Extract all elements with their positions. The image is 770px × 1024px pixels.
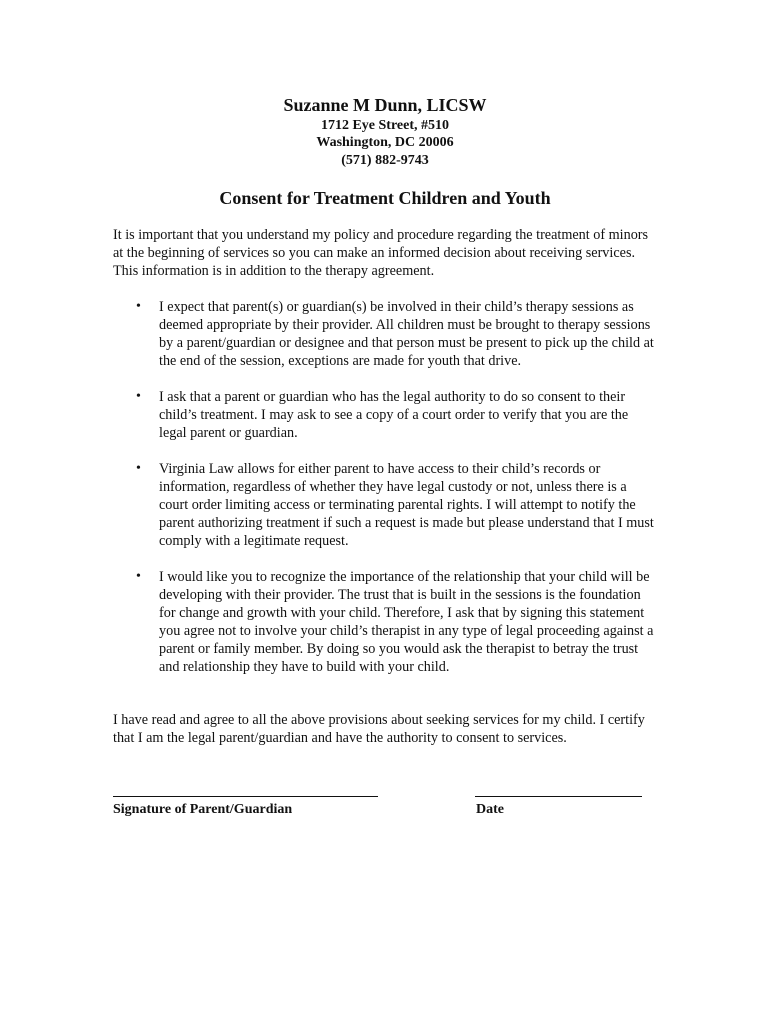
bullet-icon: • xyxy=(136,389,141,404)
bullet-icon: • xyxy=(136,569,141,584)
policy-item-legal-consent xyxy=(113,388,658,442)
parent-signature-line[interactable] xyxy=(113,796,378,797)
policy-item-records-access xyxy=(113,460,658,550)
parent-signature-label: Signature of Parent/Guardian xyxy=(113,802,293,817)
bullet-icon: • xyxy=(136,461,141,476)
policy-item-text: I expect that parent(s) or guardian(s) be involved in their child’s therapy sessions as deemed appropriate by their provider. All children must be brought to therapy sessions by a parent/guardian or designee and that person must be present to pick up the child at the end of the session, exceptions are made for youth that drive. xyxy=(159,299,654,369)
date-signature-line[interactable] xyxy=(475,796,642,797)
document-title: Consent for Treatment Children and Youth xyxy=(219,188,551,208)
date-label: Date xyxy=(476,802,504,817)
bullet-icon: • xyxy=(136,299,141,314)
policy-list xyxy=(113,298,658,694)
policy-item-text: I would like you to recognize the importance of the relationship that your child will be developing with their provider. The trust that is built in the sessions is the foundation for change and growth with your child. Therefore, I ask that by signing this statement you agree not to involve your child’s therapist in any type of legal proceeding against a parent or family member. By doing so you would ask the therapist to betray the trust and relationship they have to build with your child. xyxy=(159,569,654,675)
policy-item-text: I ask that a parent or guardian who has the legal authority to do so consent to their child’s treatment. I may ask to see a copy of a court order to verify that you are the legal parent or guardian. xyxy=(159,389,629,441)
agreement-paragraph: I have read and agree to all the above provisions about seeking services for my child. I certify that I am the legal parent/guardian and have the authority to consent to services. xyxy=(113,712,645,746)
address-line-1: 1712 Eye Street, #510 xyxy=(320,118,450,133)
policy-item-parent-involvement xyxy=(113,298,658,370)
intro-paragraph: It is important that you understand my policy and procedure regarding the treatment of minors at the beginning of services so you can make an informed decision about receiving services. This information is in addition to the therapy agreement. xyxy=(113,227,649,279)
provider-name: Suzanne M Dunn, LICSW xyxy=(283,95,487,115)
phone-number: (571) 882-9743 xyxy=(341,153,429,168)
policy-item-legal-proceedings xyxy=(113,568,658,676)
address-line-2: Washington, DC 20006 xyxy=(316,135,454,150)
policy-item-text: Virginia Law allows for either parent to have access to their child’s records or information, regardless of whether they have legal custody or not, unless there is a court order limiting access or terminating parental rights. I will attempt to notify the parent authorizing treatment if such a request is made but please understand that I must comply with a legitimate request. xyxy=(159,461,654,549)
